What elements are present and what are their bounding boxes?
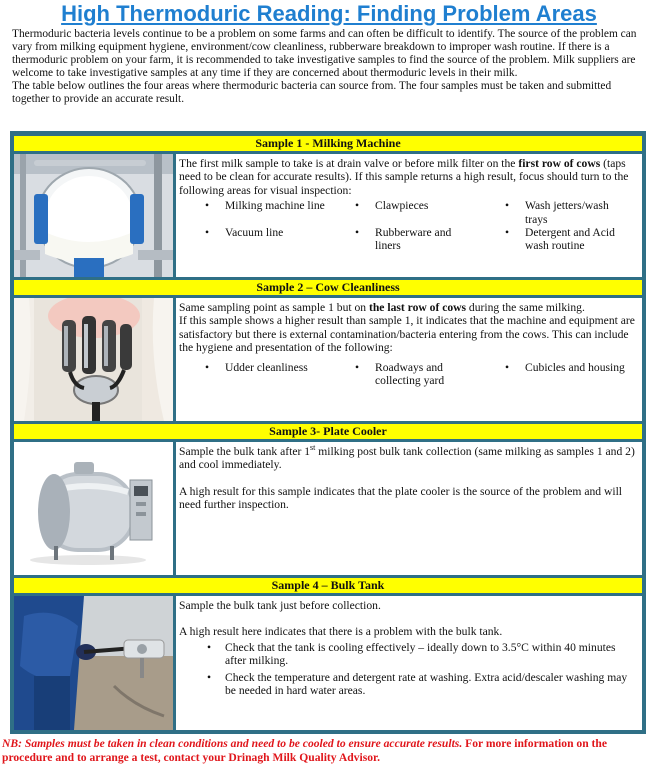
sample-2-explanation: If this sample shows a higher result than sample 1, it indicates that the machine and equipment are satisfactory but there is external contamination/bacteria entering from the cows. This can include the hygiene and presentation of the following: [179,314,635,355]
sample-3-text-a: Sample the bulk tank after 1 [179,445,311,458]
bullet-item: • Check that the tank is cooling effectively – ideally down to 3.5°C within 40 minutes after milking. [205,641,638,668]
sample-1-text-cell [176,154,642,277]
bullet-item: • Wash jetters/wash trays [479,199,629,226]
bullet-item: • Udder cleanliness [179,361,329,388]
sample-2-bullet-list [179,361,638,388]
sample-2-image-cell [14,298,173,421]
bullet-item: • Cubicles and housing [479,361,629,388]
bullet-item: • Check the temperature and detergent rate at washing. Extra acid/descaler washing may be needed in hard water areas. [205,671,638,698]
sample-3-text-cell [176,442,642,575]
sample-3-text-b: milking post bulk tank collection (same milking as samples 1 and 2) and cool immediately. [179,445,635,472]
bullet-item: • Detergent and Acid wash routine [479,226,629,253]
cow-udder-image [14,298,173,421]
sample-3-superscript: st [310,443,316,453]
sample-1-header: Sample 1 - Milking Machine [14,136,642,151]
bullet-item: • Roadways and collecting yard [329,361,479,388]
sample-4-image-cell [14,596,173,730]
sample-3-header: Sample 3- Plate Cooler [14,424,642,439]
sample-1-bullet-list [179,199,638,253]
sample-2-description [179,301,638,314]
sample-1-text-bold: first row of cows [518,157,601,170]
sample-4-header: Sample 4 – Bulk Tank [14,578,642,593]
sample-1-image-cell [14,154,173,277]
sample-3-explanation: A high result for this sample indicates that the plate cooler is the source of the problem and will need further inspection. [179,484,623,512]
intro-text [12,28,644,105]
sample-1-text-a: The first milk sample to take is at drain valve or before milk filter on the [179,157,519,170]
sample-4-explanation: A high result here indicates that there is a problem with the bulk tank. [179,625,503,639]
page-title: High Thermoduric Reading: Finding Problem Areas [61,1,597,26]
footnote-warning: NB: Samples must be taken in clean conditions and need to be cooled to ensure accurate results. [2,737,463,750]
sample-4-text-cell [176,596,642,730]
sample-4-bullet-list [205,641,638,698]
footnote-contact: For more information on the procedure and to arrange a test, contact your Drinagh Milk Quality Advisor. [2,737,608,764]
sample-2-text-bold: the last row of cows [369,301,467,314]
intro-paragraph-1: Thermoduric bacteria levels continue to be a problem on some farms and can often be difficult to identify. The source of the problem can vary from milking equipment hygiene, environment/cow cleanliness, rubberware breakdown to improper wash routine. If there is a thermoduric problem on your farm, it is recommended to take investigative samples to find the source of the problem. Milk suppliers are welcome to take investigative samples at any time if they are concerned about thermoduric levels in their milk. [12,28,637,79]
bullet-item: • Vacuum line [179,226,329,253]
sample-2-header: Sample 2 – Cow Cleanliness [14,280,642,295]
bullet-item: • Milking machine line [179,199,329,226]
bullet-item: • Clawpieces [329,199,479,226]
sample-1-text-c: (taps need to be clean for accurate results). If this sample returns a high result, focus should turn to the following areas for visual inspection: [179,157,629,197]
sample-2-text-c: during the same milking. [466,301,585,314]
samples-table [10,131,646,734]
milking-machine-image [14,154,173,277]
sample-1-description [179,157,638,197]
bulk-tank-image [14,442,173,575]
intro-paragraph-2: The table below outlines the four areas where thermoduric bacteria can source from. The four samples must be taken and submitted together to provide an accurate result. [12,79,612,105]
footnote [2,737,656,765]
bullet-item: • Rubberware and liners [329,226,479,253]
sample-4-instruction: Sample the bulk tank just before collection. [179,599,381,612]
sample-3-image-cell [14,442,173,575]
sample-2-text-a: Same sampling point as sample 1 but on [179,301,369,314]
sample-2-text-cell [176,298,642,421]
bulk-tank-sampling-image [14,596,173,730]
sample-3-instruction [179,445,638,472]
